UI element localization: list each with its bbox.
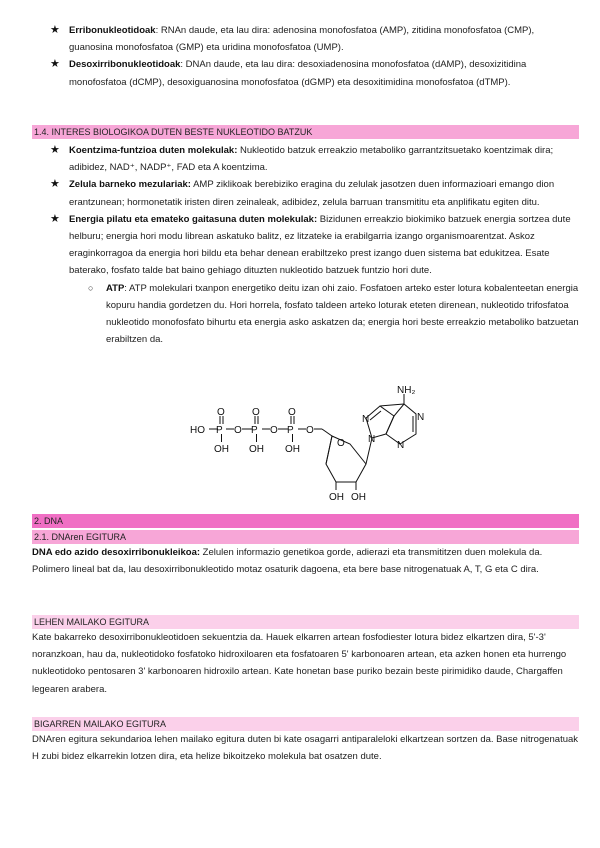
- item-term: Erribonukleotidoak: [69, 25, 156, 36]
- phosphorus-label: P: [251, 425, 258, 436]
- nitrogen-label: N: [362, 414, 370, 425]
- sub-list-item: [32, 280, 579, 349]
- item-term: ATP: [106, 282, 125, 294]
- oh-label: OH: [214, 444, 229, 455]
- oh-label: OH: [351, 492, 366, 503]
- item-term: Koentzima-funtzioa duten molekulak:: [69, 145, 238, 156]
- oxygen-label: O: [252, 407, 260, 418]
- subsection-heading: 2.1. DNAren EGITURA: [32, 530, 579, 544]
- subsection-heading: BIGARREN MAILAKO EGITURA: [32, 717, 579, 731]
- paragraph: DNAren egitura sekundarioa lehen mailako egitura duten bi kate osagarri antiparaleloki elkartzean sortzen da. Base nitrogenatuak H zubi bidez elkarrekin lotzen dira, eta helize bikoitzeko molekula bat osatzen dute.: [32, 734, 579, 763]
- list-item: [32, 176, 579, 210]
- section-heading: 2. DNA: [32, 514, 579, 528]
- nitrogen-label: N: [368, 434, 376, 445]
- intro-term: DNA edo azido desoxirribonukleikoa:: [32, 547, 201, 558]
- nh2-label: NH₂: [397, 385, 416, 396]
- section-2: [32, 514, 579, 578]
- phosphorus-label: P: [287, 425, 294, 436]
- item-text: : ATP molekulari txanpon energetiko deitu izan ohi zaio. Fosfatoen arteko ester lotura kobalenteetan energia kopuru handia gordetzen du. Hori horrela, fosfato taldeen arteko loturak eteten direnean, nukleotido trifosfatoa nukleotido monofosfato bihurtu eta energia asko askatzen da; energia hori beste erreakzio metaboliko batzuetan erabiltzen da.: [106, 282, 579, 346]
- list-item: [32, 211, 579, 280]
- ho-label: HO: [190, 425, 205, 436]
- paragraph: Kate bakarreko desoxirribonukleotidoen sekuentzia da. Hauek elkarren artean fosfodiester lotura bidez elkartzen dira, 5'-3' noranzkoan, hau da, nukleotidoko fosfatoko hidroxiloaren eta fosfatoaren 5' karbonoaren artean, eta azken honen eta hurrengo nukleotidoko pentosaren 3' karbonoaren hidroxilo artean. Kate honetan base puriko bezain beste pirimidiko daude, Chargaffen legearen arabera.: [32, 632, 567, 695]
- subsection-heading: LEHEN MAILAKO EGITURA: [32, 615, 579, 629]
- oh-label: OH: [249, 444, 264, 455]
- dna-intro: [32, 544, 579, 578]
- star-bullet-icon: ★: [50, 58, 60, 71]
- item-text: : DNAn daude, eta lau dira: desoxiadenosina monofosfatoa (dAMP), desoxizitidina monofosfatoa (dCMP), desoxiguanosina monofosfatoa (dGMP) eta desoxitimidina monofosfatoa (dTMP).: [69, 59, 527, 88]
- oxygen-label: O: [234, 425, 242, 436]
- item-text: Nukleotido batzuk erreakzio metaboliko garrantzitsuetako koentzimak dira; adibidez, NAD⁺, NADP⁺, FAD eta A koentzima.: [69, 145, 554, 174]
- intro-text: Zelulen informazio genetikoa gorde, adierazi eta transmititzen duen molekula da. Polimero lineal bat da, lau desoxirribonukleotido motaz osaturik dagoena, eta bere base nitrogenatuak A, T, G eta C dira.: [32, 547, 543, 576]
- oxygen-label: O: [306, 425, 314, 436]
- star-bullet-icon: ★: [50, 212, 60, 225]
- nucleotide-list: [32, 22, 579, 91]
- oh-label: OH: [329, 492, 344, 503]
- section-heading: 1.4. INTERES BIOLOGIKOA DUTEN BESTE NUKLEOTIDO BATZUK: [32, 125, 579, 139]
- list-item: [32, 22, 579, 56]
- oxygen-label: O: [217, 407, 225, 418]
- atp-structure-diagram: [180, 382, 440, 504]
- star-bullet-icon: ★: [50, 24, 60, 36]
- section-1-4: [32, 125, 579, 348]
- primary-structure: [32, 615, 579, 698]
- item-text: AMP ziklikoak berebiziko eragina du zelulak jasotzen duen informazioari emango dion erantzunean; hormonetatik iristen diren zeinaleak, adibidez, zelula barruan transmititu eta anplifikatu egiten ditu.: [69, 179, 555, 208]
- item-term: Desoxirribonukleotidoak: [69, 59, 181, 71]
- nitrogen-label: N: [397, 440, 405, 451]
- item-term: Energia pilatu eta emateko gaitasuna duten molekulak:: [69, 213, 318, 225]
- star-bullet-icon: ★: [50, 178, 60, 191]
- item-text: Bizidunen erreakzio biokimiko batzuek energia sortzea dute helburu; energia hori modu librean askatuko balitz, ez litzateke ia erabilgarria izango organismoarentzat. Askoz eraginkorragoa da energia hori bildu eta behar denean erabiltzeko prest izango duen sistema bat edukitzea. Esate baterako, fosfato talde bat baino gehiago dituzten nukleotido batzuek funtzio hori dute.: [69, 213, 571, 277]
- phosphorus-label: P: [216, 425, 223, 436]
- oxygen-label: O: [270, 425, 278, 436]
- circle-bullet-icon: ○: [88, 282, 94, 293]
- list-item: [32, 56, 579, 90]
- oh-label: OH: [285, 444, 300, 455]
- item-term: Zelula barneko mezulariak:: [69, 179, 191, 191]
- nitrogen-label: N: [417, 412, 425, 423]
- oxygen-label: O: [288, 407, 296, 418]
- ring-oxygen-label: O: [337, 438, 345, 449]
- secondary-structure: [32, 717, 579, 765]
- star-bullet-icon: ★: [50, 144, 60, 156]
- list-item: [32, 142, 579, 176]
- item-text: : RNAn daude, eta lau dira: adenosina monofosfatoa (AMP), zitidina monofosfatoa (CMP), guanosina monofosfatoa (GMP) eta uridina monofosfatoa (UMP).: [69, 25, 535, 54]
